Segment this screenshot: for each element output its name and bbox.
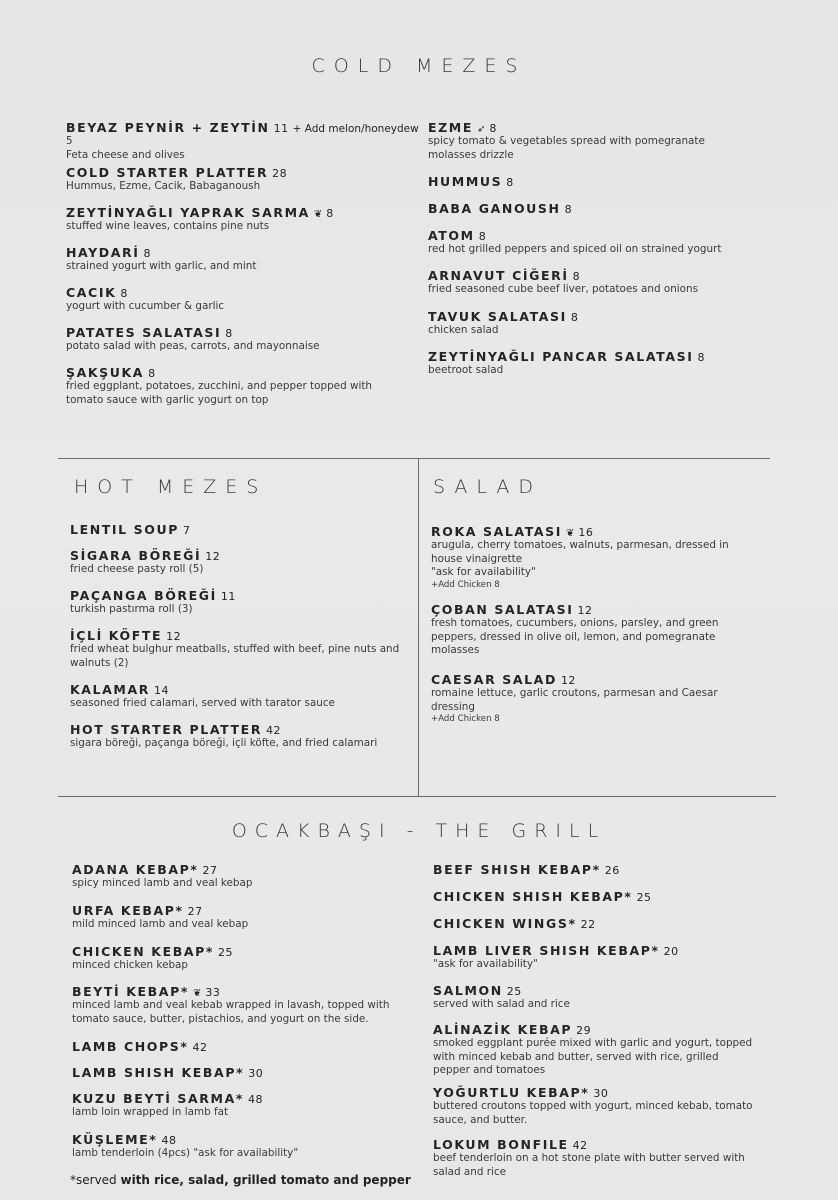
item-price: 11 (220, 590, 236, 603)
item-name: ADANA KEBAP* (72, 862, 199, 877)
menu-item (70, 682, 410, 722)
item-description: turkish pastırma roll (3) (70, 603, 193, 615)
served-note-bold: with rice, salad, grilled tomato and pepper (120, 1173, 411, 1187)
item-description: potato salad with peas, carrots, and mayonnaise (66, 340, 320, 352)
item-description: yogurt with cucumber & garlic (66, 300, 225, 312)
salad-column (431, 524, 766, 726)
item-name: İÇLİ KÖFTE (70, 628, 163, 643)
item-description: seasoned fried calamari, served with tarator sauce (70, 697, 335, 709)
item-addon: +Add Chicken 8 (431, 579, 500, 590)
menu-item (66, 165, 406, 205)
menu-item (72, 1132, 417, 1172)
item-price: 12 (166, 630, 182, 643)
menu-item (433, 916, 768, 943)
item-price: 8 (326, 207, 334, 220)
item-description: beetroot salad (428, 364, 504, 376)
item-description: served with salad and rice (433, 998, 570, 1010)
item-name: ALİNAZİK KEBAP (433, 1022, 573, 1037)
item-description: fresh tomatoes, cucumbers, onions, parsley, and green peppers, dressed in olive oil, lemon, and pomegranate molasses (431, 617, 719, 656)
item-name: PAÇANGA BÖREĞİ (70, 588, 217, 603)
item-price: 27 (202, 864, 218, 877)
item-name: BABA GANOUSH (428, 201, 561, 216)
item-price: 8 (148, 367, 156, 380)
item-price: 12 (577, 604, 593, 617)
item-price: 8 (697, 351, 705, 364)
item-name: HOT STARTER PLATTER (70, 722, 263, 737)
divider-middle (418, 458, 419, 796)
item-description: Feta cheese and olives (66, 148, 185, 161)
item-price: 8 (478, 230, 487, 243)
item-price: 8 (120, 287, 128, 300)
item-name: CACIK (66, 285, 117, 300)
item-price: 30 (593, 1087, 609, 1100)
item-price: 42 (266, 724, 282, 737)
item-name: TAVUK SALATASI (428, 309, 567, 324)
served-with-note (70, 1173, 411, 1187)
item-price: 16 (578, 526, 594, 539)
item-price: 14 (153, 684, 169, 697)
item-addon: + Add melon/honeydew (292, 123, 419, 135)
item-price: 8 (489, 122, 497, 135)
item-description: lamb tenderloin (4pcs) "ask for availability" (72, 1147, 299, 1159)
item-name: CHICKEN SHISH KEBAP* (433, 889, 633, 904)
menu-item (70, 722, 410, 762)
item-description: arugula, cherry tomatoes, walnuts, parmesan, dressed in house vinaigrette (431, 539, 729, 565)
item-name: CAESAR SALAD (431, 672, 557, 687)
item-price: 7 (183, 524, 191, 537)
item-description: fried cheese pasty roll (5) (70, 563, 204, 575)
menu-item (433, 1022, 768, 1085)
grill-right-column (433, 862, 768, 1177)
grill-title: OCAKBAŞI - THE GRILL (231, 820, 607, 842)
item-description: fried seasoned cube beef liver, potatoes and onions (428, 283, 699, 295)
item-addon: +Add Chicken 8 (431, 714, 500, 724)
item-price: 25 (506, 985, 522, 998)
item-description: chicken salad (428, 324, 499, 336)
item-name: COLD STARTER PLATTER (66, 165, 269, 180)
item-price: 25 (636, 891, 652, 904)
item-description: fried eggplant, potatoes, zucchini, and pepper topped with tomato sauce with garlic yogurt on top (66, 380, 373, 406)
menu-item (433, 943, 768, 983)
item-addon-price: 5 (66, 135, 73, 147)
menu-item (431, 672, 766, 726)
item-description: minced lamb and veal kebab wrapped in lavash, topped with tomato sauce, butter, pistachios, and yogurt on the side. (72, 999, 390, 1025)
menu-item (72, 903, 417, 944)
menu-item (70, 628, 410, 682)
item-name: ŞAKŞUKA (66, 365, 145, 380)
item-name: EZME (428, 120, 473, 135)
item-name: BEEF SHISH KEBAP* (433, 862, 601, 877)
menu-item (433, 1137, 768, 1177)
menu-item (70, 588, 410, 628)
item-name: URFA KEBAP* (72, 903, 184, 918)
item-name: ÇOBAN SALATASI (431, 602, 574, 617)
item-name: LAMB LIVER SHISH KEBAP* (433, 943, 660, 958)
menu-item (72, 984, 417, 1039)
item-name: ROKA SALATASI (431, 524, 562, 539)
item-description: beef tenderloin on a hot stone plate with butter served with salad and rice (433, 1152, 745, 1178)
item-price: 8 (143, 247, 152, 260)
menu-item (66, 205, 406, 245)
menu-item (428, 174, 768, 201)
item-description: stuffed wine leaves, contains pine nuts (66, 220, 270, 232)
item-name: ZEYTİNYAĞLI YAPRAK SARMA (66, 205, 310, 220)
item-description: Hummus, Ezme, Cacik, Babaganoush (66, 180, 261, 192)
menu-item (66, 365, 406, 415)
item-description: spicy tomato & vegetables spread with pomegranate molasses drizzle (428, 135, 705, 161)
item-name: KUZU BEYTİ SARMA* (72, 1091, 244, 1106)
item-description: mild minced lamb and veal kebap (72, 918, 249, 930)
menu-item (428, 268, 768, 309)
item-description: buttered croutons topped with yogurt, minced kebab, tomato sauce, and butter. (433, 1100, 753, 1126)
item-price: 30 (248, 1067, 264, 1080)
item-name: SİGARA BÖREĞİ (70, 548, 202, 563)
pepper-icon: ➶ (476, 124, 486, 135)
item-price: 25 (218, 946, 234, 959)
grill-left-column (72, 862, 417, 1172)
menu-item (70, 522, 410, 548)
item-name: PATATES SALATASI (66, 325, 222, 340)
cold-mezes-right-column (428, 120, 768, 389)
menu-item (72, 862, 417, 903)
divider-bottom (58, 796, 776, 797)
item-price: 12 (560, 674, 576, 687)
item-price: 27 (187, 905, 203, 918)
menu-item (433, 1085, 768, 1137)
menu-item (428, 120, 768, 174)
item-name: ATOM (428, 228, 475, 243)
item-price: 11 (273, 122, 289, 135)
menu-item (428, 349, 768, 389)
item-name: KÜŞLEME* (72, 1132, 158, 1147)
menu-item (428, 228, 768, 268)
item-name: KALAMAR (70, 682, 150, 697)
item-name: BEYTİ KEBAP* (72, 984, 189, 999)
item-availability: "ask for availability" (431, 566, 536, 578)
item-price: 8 (225, 327, 233, 340)
menu-item (72, 1091, 417, 1132)
item-price: 29 (576, 1024, 592, 1037)
item-price: 12 (205, 550, 221, 563)
menu-item (72, 1039, 417, 1065)
item-name: LOKUM BONFILE (433, 1137, 569, 1152)
item-price: 8 (572, 270, 581, 283)
item-description: minced chicken kebap (72, 959, 189, 971)
item-description: red hot grilled peppers and spiced oil on strained yogurt (428, 243, 722, 255)
item-name: BEYAZ PEYNİR + ZEYTİN (66, 120, 270, 135)
item-name: CHICKEN KEBAP* (72, 944, 215, 959)
item-price: 42 (192, 1041, 208, 1054)
item-name: LAMB SHISH KEBAP* (72, 1065, 245, 1080)
item-name: YOĞURTLU KEBAP* (433, 1085, 590, 1100)
hot-mezes-column (70, 522, 410, 762)
item-name: ARNAVUT CİĞERİ (428, 268, 569, 283)
cold-mezes-title: COLD MEZES (311, 55, 527, 77)
item-price: 20 (663, 945, 679, 958)
menu-item (66, 325, 406, 365)
item-description: smoked eggplant purée mixed with garlic and yogurt, topped with minced kebab and butter, served with rice, grilled pepper and tomatoes (433, 1037, 753, 1076)
salad-title: SALAD (433, 476, 543, 498)
menu-item (433, 862, 768, 889)
item-description: romaine lettuce, garlic croutons, parmesan and Caesar dressing (431, 687, 718, 713)
menu-item (66, 245, 406, 285)
menu-item (428, 201, 768, 228)
menu-item (433, 983, 768, 1022)
leaf-icon: ❦ (313, 209, 323, 220)
item-name: CHICKEN WINGS* (433, 916, 577, 931)
item-price: 8 (564, 203, 573, 216)
hot-mezes-title: HOT MEZES (74, 476, 268, 498)
item-price: 28 (272, 167, 288, 180)
menu-item (72, 1065, 417, 1091)
leaf-icon: ❦ (192, 988, 202, 999)
menu-item (431, 602, 766, 672)
item-name: LAMB CHOPS* (72, 1039, 189, 1054)
item-name: HAYDARİ (66, 245, 140, 260)
divider-top (58, 458, 770, 459)
item-name: HUMMUS (428, 174, 503, 189)
item-description: strained yogurt with garlic, and mint (66, 260, 257, 272)
item-name: LENTIL SOUP (70, 522, 180, 537)
item-description: fried wheat bulghur meatballs, stuffed with beef, pine nuts and walnuts (2) (70, 643, 400, 669)
item-price: 8 (570, 311, 579, 324)
item-price: 42 (572, 1139, 588, 1152)
item-price: 48 (161, 1134, 177, 1147)
cold-mezes-left-column (66, 120, 419, 415)
menu-item (66, 120, 419, 165)
menu-item (433, 889, 768, 916)
item-description: lamb loin wrapped in lamb fat (72, 1106, 229, 1118)
item-price: 8 (506, 176, 514, 189)
item-name: ZEYTİNYAĞLI PANCAR SALATASI (428, 349, 694, 364)
item-description: spicy minced lamb and veal kebap (72, 877, 253, 889)
item-price: 22 (580, 918, 596, 931)
menu-item (428, 309, 768, 349)
item-price: 48 (247, 1093, 263, 1106)
menu-item (72, 944, 417, 984)
served-note-prefix: *served (70, 1173, 121, 1187)
leaf-icon: ❦ (566, 528, 575, 539)
item-price: 33 (205, 986, 221, 999)
menu-item (70, 548, 410, 588)
item-description: sigara böreği, paçanga böreği, içli köfte, and fried calamari (70, 737, 378, 749)
menu-item (431, 524, 766, 602)
item-price: 26 (604, 864, 620, 877)
item-description: "ask for availability" (433, 958, 538, 970)
item-name: SALMON (433, 983, 503, 998)
menu-item (66, 285, 406, 325)
